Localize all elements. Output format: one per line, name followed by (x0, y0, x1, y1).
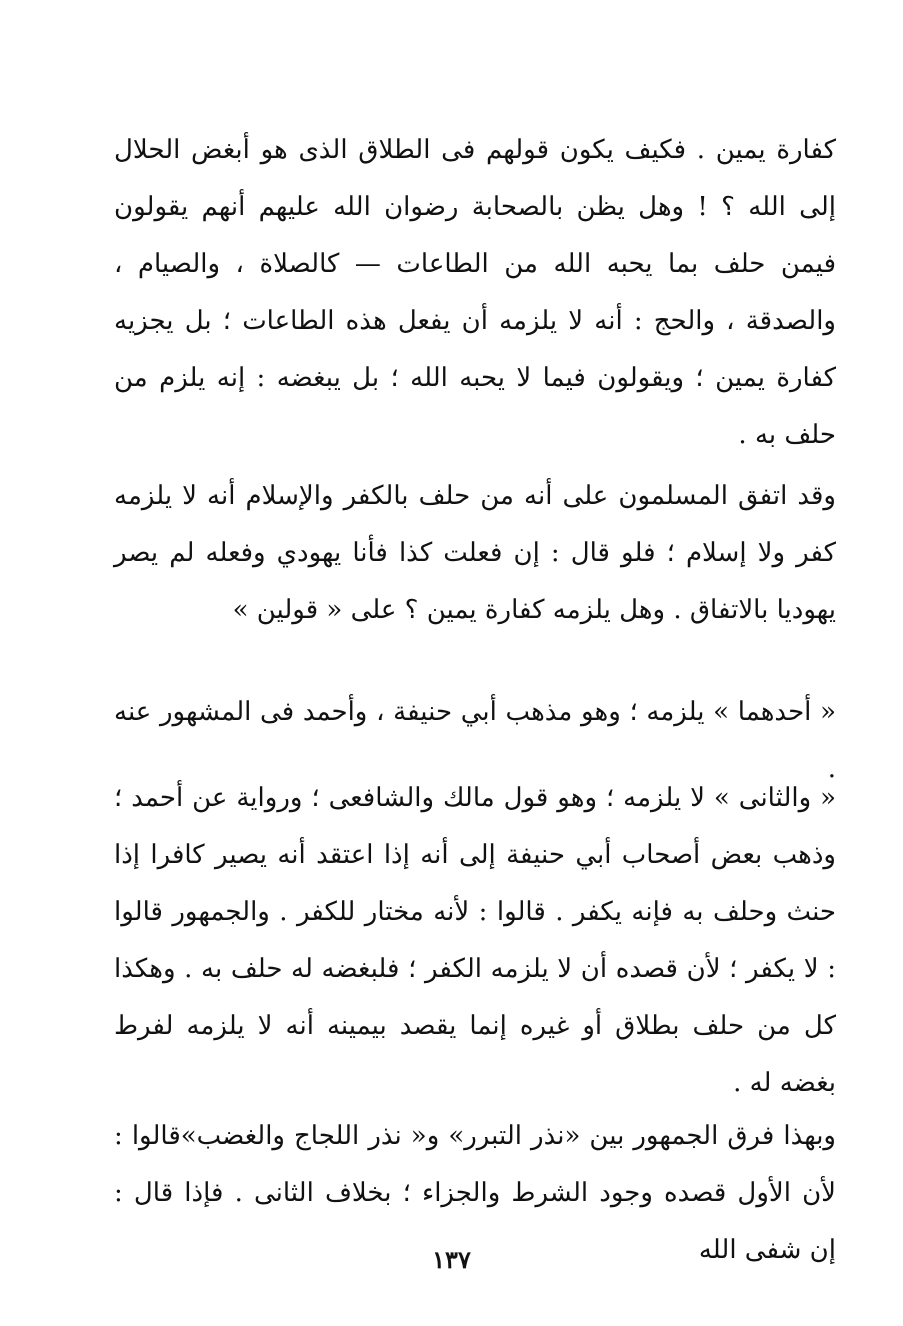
paragraph-2: وقد اتفق المسلمون على أنه من حلف بالكفر والإسلام أنه لا يلزمه كفر ولا إسلام ؛ فلو قال : إن فعلت كذا فأنا يهودي وفعله لم يصر يهوديا بالاتفاق . وهل يلزمه كفارة يمين ؟ على « قولين » (114, 481, 836, 625)
paragraph-3: « أحدهما » يلزمه ؛ وهو مذهب أبي حنيفة ، وأحمد فى المشهور عنه . (114, 697, 836, 784)
page-number: ١٣٧ (432, 1245, 471, 1274)
paragraph-4: « والثانى » لا يلزمه ؛ وهو قول مالك والشافعى ؛ ورواية عن أحمد ؛ وذهب بعض أصحاب أبي حنيفة إلى أنه إذا اعتقد أنه يصير كافرا إذا حنث وحلف به فإنه يكفر . قالوا : لأنه مختار للكفر . والجمهور قالوا : لا يكفر ؛ لأن قصده أن لا يلزمه الكفر ؛ فلبغضه له حلف به . وهكذا كل من حلف بطلاق أو غيره إنما يقصد بيمينه أنه لا يلزمه لفرط بغضه له . (114, 783, 836, 1098)
paragraph-5: وبهذا فرق الجمهور بين «نذر التبرر» و« نذر اللجاج والغضب»قالوا : لأن الأول قصده وجود الشرط والجزاء ؛ بخلاف الثانى . فإذا قال : إن شفى الله (114, 1121, 836, 1265)
paragraph-1: كفارة يمين . فكيف يكون قولهم فى الطلاق الذى هو أبغض الحلال إلى الله ؟ ! وهل يظن بالصحابة رضوان الله عليهم أنهم يقولون فيمن حلف بما يحبه الله من الطاعات — كالصلاة ، والصيام ، والصدقة ، والحج : أنه لا يلزمه أن يفعل هذه الطاعات ؛ بل يجزيه كفارة يمين ؛ ويقولون فيما لا يحبه الله ؛ بل يبغضه : إنه يلزم من حلف به . (114, 135, 836, 450)
